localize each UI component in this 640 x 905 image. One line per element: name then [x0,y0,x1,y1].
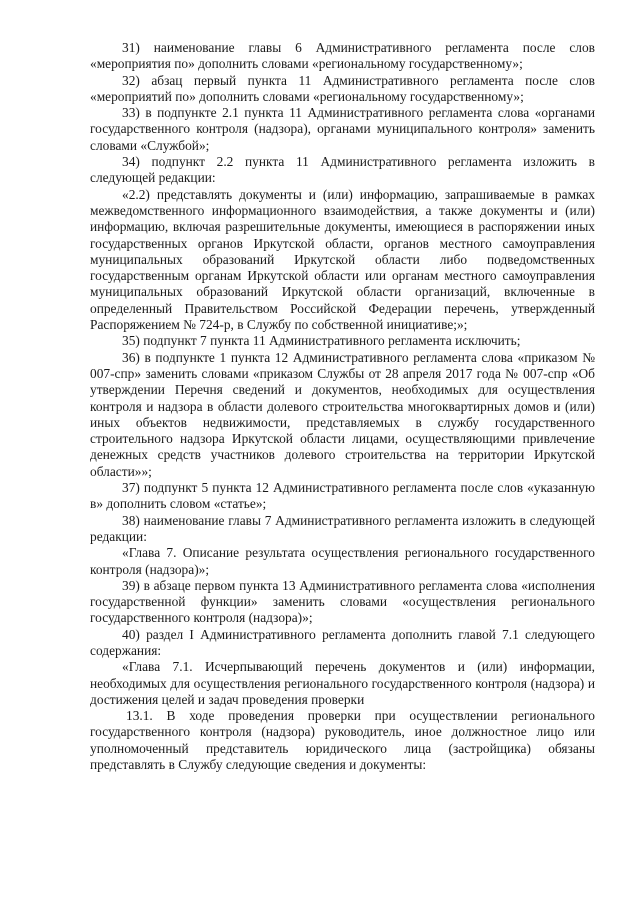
paragraph-40-heading: «Глава 7.1. Исчерпывающий перечень документов и (или) информации, необходимых для осуществления регионального государственного контроля (надзора) и достижения целей и задач проведения проверки [90,659,595,707]
paragraph-13-1: 13.1. В ходе проведения проверки при осуществлении регионального государственного контроля (надзора) руководитель, иное должностное лицо или уполномоченный представитель юридического лица (застройщика) обязаны представлять в Службу следующие сведения и документы: [90,708,595,773]
paragraph-39: 39) в абзаце первом пункта 13 Административного регламента слова «исполнения государственной функции» заменить словами «осуществления регионального государственного контроля (надзора)»; [90,577,595,626]
paragraph-31: 31) наименование главы 6 Административного регламента после слов «мероприятия по» дополнить словами «региональному государственному»; [90,40,595,72]
document-page [90,40,595,773]
paragraph-34-text: «2.2) представлять документы и (или) информацию, запрашиваемые в рамках межведомственного информационного взаимодействия, а также документы и (или) информацию, включая разрешительные документы, имеющиеся в распоряжении иных государственных органов Иркутской области, органов местного самоуправления муниципальных образований Иркутской области либо подведомственных государственным органам Иркутской области или органам местного самоуправления муниципальных образований Иркутской области организаций, включенные в определенный Правительством Российской Федерации перечень, утвержденный Распоряжением № 724-р, в Службу по собственной инициативе;»; [90,186,595,333]
paragraph-33: 33) в подпункте 2.1 пункта 11 Административного регламента слова «органами государственного контроля (надзора), органами муниципального контроля» заменить словами «Службой»; [90,105,595,153]
paragraph-37: 37) подпункт 5 пункта 12 Административного регламента после слов «указанную в» дополнить словом «статье»; [90,480,595,512]
paragraph-38-text: «Глава 7. Описание результата осуществления регионального государственного контроля (надзора)»; [90,545,595,577]
paragraph-40: 40) раздел I Административного регламента дополнить главой 7.1 следующего содержания: [90,626,595,658]
paragraph-34: 34) подпункт 2.2 пункта 11 Административного регламента изложить в следующей редакции: [90,154,595,186]
paragraph-32: 32) абзац первый пункта 11 Административного регламента после слов «мероприятий по» дополнить словами «региональному государственному»; [90,72,595,104]
paragraph-35: 35) подпункт 7 пункта 11 Административного регламента исключить; [122,333,521,349]
paragraph-36: 36) в подпункте 1 пункта 12 Административного регламента слова «приказом № 007-спр» заменить словами «приказом Службы от 28 апреля 2017 года № 007-спр «Об утверждении Перечня сведений и документов, необходимых для осуществления контроля и надзора в области долевого строительства многоквартирных домов и (или) иных объектов недвижимости, представляемых в службу государственного строительного надзора Иркутской области лицами, осуществляющими привлечение денежных средств участников долевого строительства на территории Иркутской области»»; [90,349,595,479]
paragraph-38: 38) наименование главы 7 Административного регламента изложить в следующей редакции: [90,512,595,544]
